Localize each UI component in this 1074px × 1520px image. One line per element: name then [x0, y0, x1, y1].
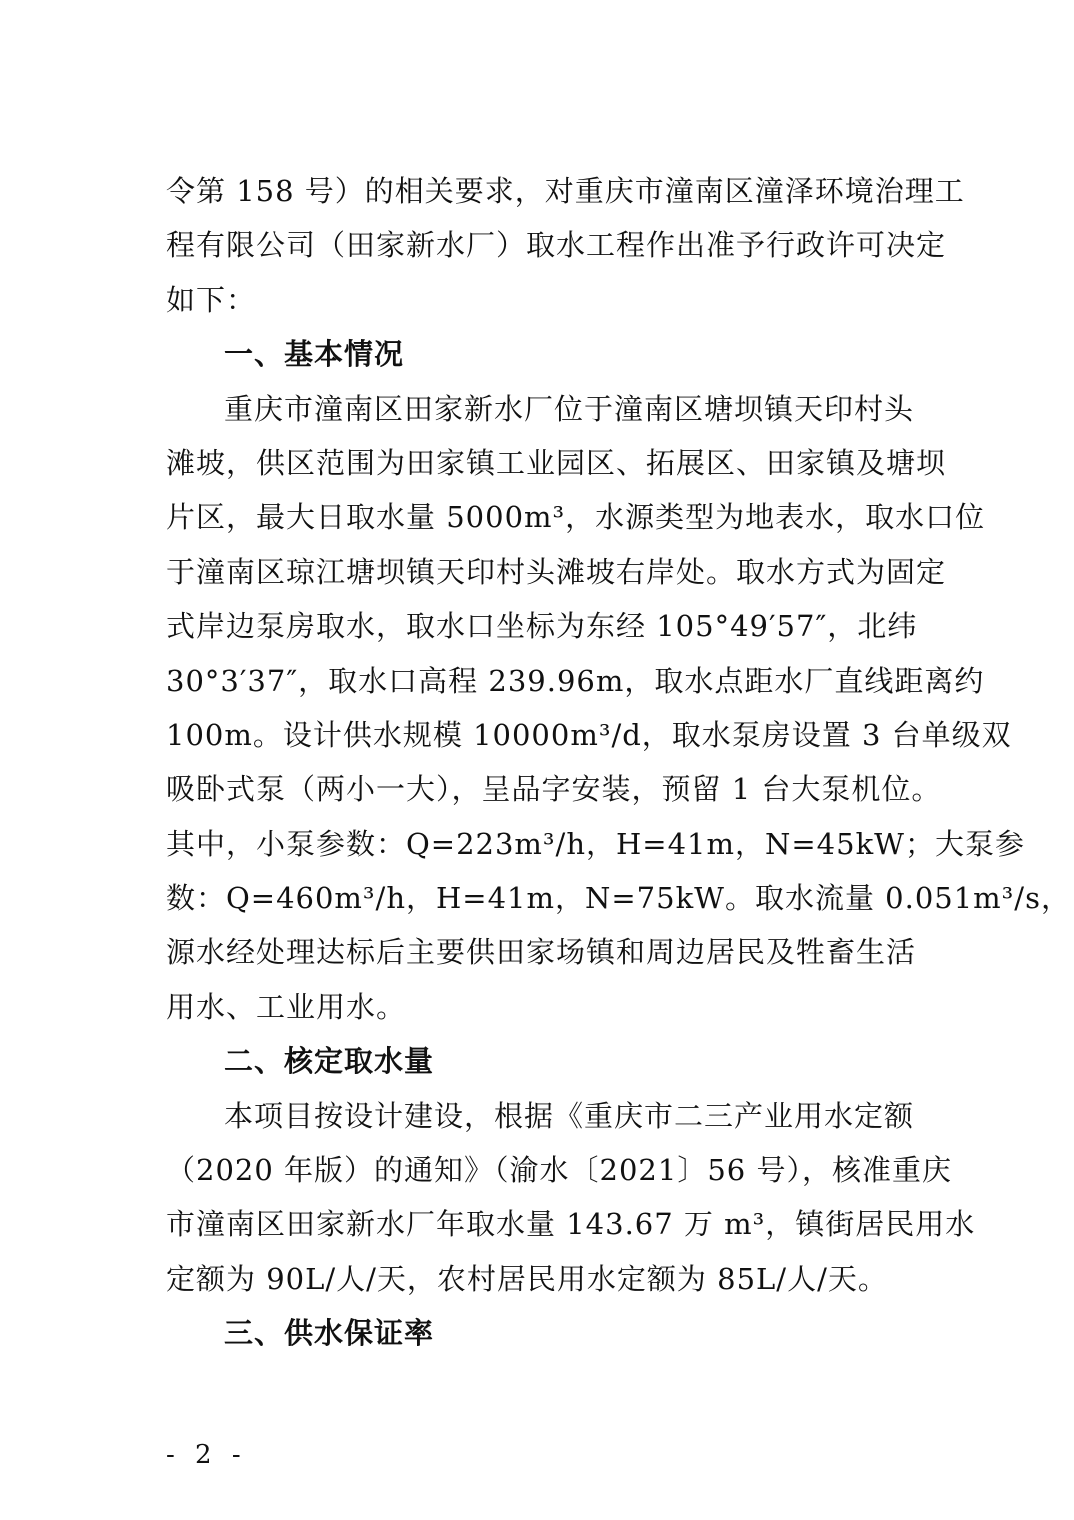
paragraph-line: 30°3′37″，取水口高程 239.96m，取水点距水厂直线距离约 [166, 663, 985, 698]
paragraph-line: 源水经处理达标后主要供田家场镇和周边居民及牲畜生活 [166, 935, 917, 970]
paragraph-line: 片区，最大日取水量 5000m³，水源类型为地表水，取水口位 [166, 500, 986, 535]
paragraph-line: 重庆市潼南区田家新水厂位于潼南区塘坝镇天印村头 [224, 391, 915, 426]
paragraph-line: 于潼南区琼江塘坝镇天印村头滩坡右岸处。取水方式为固定 [166, 554, 947, 589]
paragraph-line: 定额为 90L/人/天，农村居民用水定额为 85L/人/天。 [166, 1261, 888, 1296]
paragraph-line: 100m。设计供水规模 10000m³/d，取水泵房设置 3 台单级双 [166, 717, 1012, 752]
paragraph-line: 程有限公司（田家新水厂）取水工程作出准予行政许可决定 [166, 228, 947, 263]
section-heading-basic-info: 一、基本情况 [224, 337, 405, 372]
paragraph-line: 式岸边泵房取水，取水口坐标为东经 105°49′57″，北纬 [166, 609, 918, 644]
paragraph-line: 本项目按设计建设，根据《重庆市二三产业用水定额 [224, 1098, 915, 1133]
page-number: - 2 - [166, 1440, 247, 1470]
section-heading-supply-guarantee: 三、供水保证率 [224, 1316, 435, 1351]
paragraph-line: 其中，小泵参数：Q=223m³/h，H=41m，N=45kW；大泵参 [166, 826, 1025, 861]
body-text [166, 164, 1071, 1361]
paragraph-line: 吸卧式泵（两小一大），呈品字安装，预留 1 台大泵机位。 [166, 772, 942, 807]
paragraph-line: 数：Q=460m³/h，H=41m，N=75kW。取水流量 0.051m³/s， [166, 881, 1071, 916]
paragraph-line: （2020 年版）的通知》（渝水〔2021〕56 号），核准重庆 [166, 1153, 952, 1188]
section-heading-water-quota: 二、核定取水量 [224, 1044, 435, 1079]
paragraph-line: 滩坡，供区范围为田家镇工业园区、拓展区、田家镇及塘坝 [166, 445, 947, 480]
paragraph-line: 市潼南区田家新水厂年取水量 143.67 万 m³，镇街居民用水 [166, 1207, 976, 1242]
paragraph-line: 令第 158 号）的相关要求，对重庆市潼南区潼泽环境治理工 [166, 174, 965, 208]
paragraph-line: 如下： [166, 282, 257, 317]
paragraph-line: 用水、工业用水。 [166, 989, 407, 1024]
